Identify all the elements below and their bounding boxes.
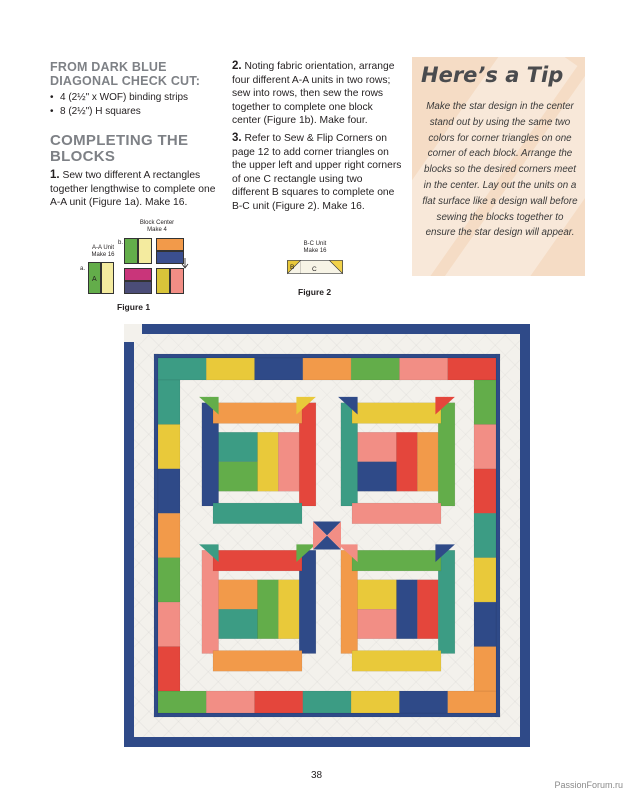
tip-body: Make the star design in the center stand out by using the same two colors for corner triangles on one corner of each block. Arrange the blocks so the desired corners meet in the center. Lay out the units on a flat surface like a design wall before sewing the blocks together to ensure the star design will appear. <box>422 101 578 239</box>
step-2 <box>232 60 402 128</box>
cut-item: • 4 (2½" x WOF) binding strips <box>50 91 222 105</box>
tip-title: Here’s a Tip <box>421 63 564 87</box>
quilt-photo <box>124 324 530 747</box>
figure-1b-label: b. <box>118 240 124 246</box>
block-center-label: Block Center Make 4 <box>139 220 175 233</box>
step-text: Refer to Sew & Flip Corners on page 12 to add corner triangles on the upper left and upper right corners of one C rectangle using two different B squares to complete one B-C unit (Figure 2). Make 16. <box>232 132 402 212</box>
step-1 <box>50 169 222 210</box>
step-3 <box>232 132 402 214</box>
middle-column <box>232 60 402 214</box>
step-text: Noting fabric orientation, arrange four different A-A units in two rows; sew into rows, then sew the rows together to complete one block center (Figure 1b). Make four. <box>232 61 395 127</box>
piece-c-label: C <box>312 266 317 273</box>
cut-item: • 8 (2½") H squares <box>50 105 222 119</box>
quilt-pattern <box>134 334 520 737</box>
piece-a-label: A <box>92 276 97 283</box>
block-center-left <box>124 238 152 294</box>
cut-list <box>50 91 222 119</box>
figure-1a-label: a. <box>80 266 86 272</box>
corner-square <box>124 324 142 342</box>
step-number: 2. <box>232 60 242 72</box>
step-number: 1. <box>50 169 60 181</box>
arrow-down-icon <box>180 258 190 270</box>
aa-unit <box>88 262 114 294</box>
figure-1-caption: Figure 1 <box>117 302 151 312</box>
step-number: 3. <box>232 131 242 144</box>
cut-heading: FROM DARK BLUE DIAGONAL CHECK CUT: <box>50 60 201 88</box>
bc-unit-label: B-C Unit Make 16 <box>303 241 327 254</box>
piece-b-label: B <box>290 264 295 271</box>
left-column <box>50 60 222 210</box>
section-heading: COMPLETING THE BLOCKS <box>50 132 189 165</box>
watermark: PassionForum.ru <box>554 780 623 790</box>
figure-2-caption: Figure 2 <box>298 287 332 297</box>
step-text: Sew two different A rectangles together lengthwise to complete one A-A unit (Figure 1a). Make 16. <box>50 170 216 209</box>
quilt-top <box>134 334 520 737</box>
tip-box <box>412 57 585 276</box>
aa-unit-label: A-A Unit Make 16 <box>91 245 115 258</box>
page-number: 38 <box>310 770 323 781</box>
